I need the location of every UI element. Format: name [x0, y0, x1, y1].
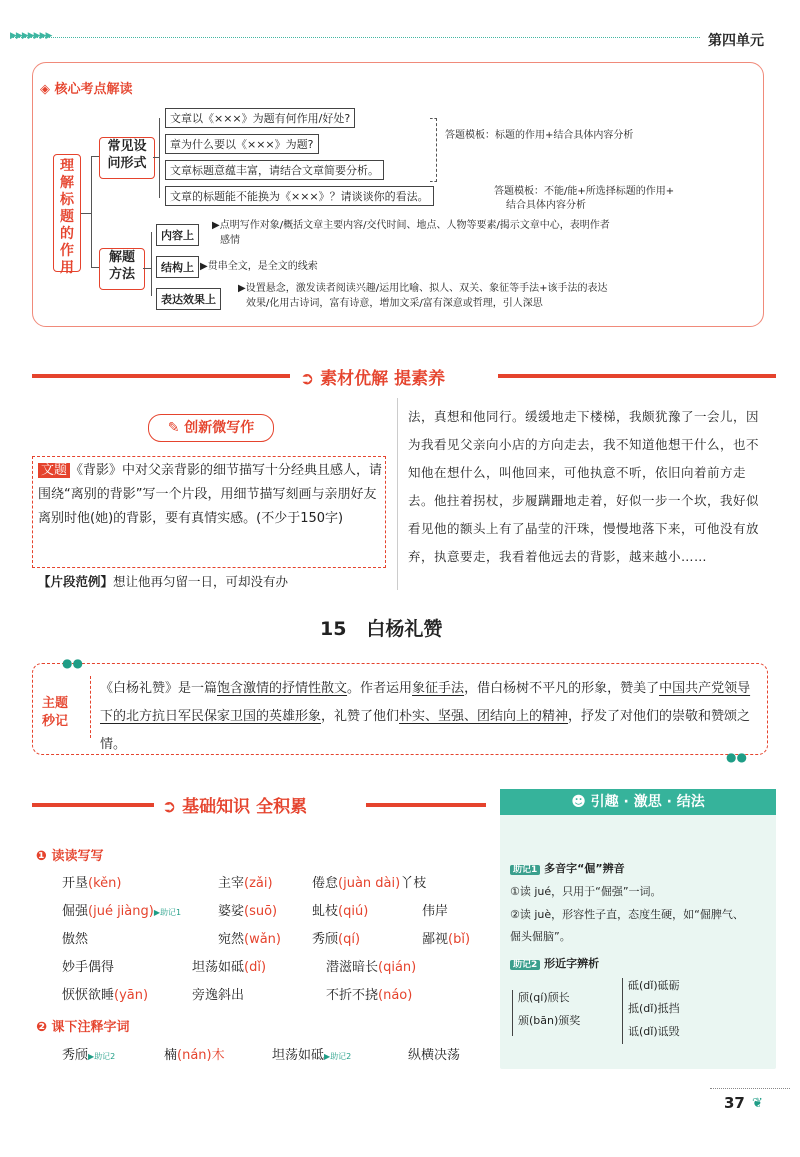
category-methods: 解题 方法	[99, 248, 145, 290]
connector	[91, 267, 99, 268]
swirl-icon: ➲	[162, 797, 183, 817]
connector	[151, 232, 152, 296]
connector	[91, 156, 92, 268]
memo1-line3: 倔头倔脑”。	[510, 930, 571, 943]
side-panel-header: ☻ 引趣 · 激思 · 结法	[500, 789, 776, 815]
core-title: ◈ 核心考点解读	[40, 82, 133, 97]
word: 秀颀(qí)	[312, 932, 361, 947]
memo2-right-3: 诋(dǐ)诋毁	[628, 1025, 680, 1038]
theme-text: 《白杨礼赞》是一篇饱含激情的抒情性散文。作者运用象征手法，借白杨树不平凡的形象，赞美了中国共产党领导下的北方抗日军民保家卫国的英雄形象，礼赞了他们朴实、坚强、团结向上的精神，抒发了对他们的崇敬和赞颂之情。	[100, 681, 751, 752]
memo2-title: 助记2 形近字辨析	[510, 953, 599, 976]
footer-rule	[710, 1088, 790, 1089]
category-questions: 常见设 问形式	[99, 137, 155, 179]
bracket	[430, 118, 437, 182]
word: 婆娑(suō)	[218, 904, 278, 919]
method-structure: 结构上	[156, 256, 199, 278]
theme-divider	[90, 676, 91, 738]
unit-title: 第四单元	[708, 33, 764, 49]
answer-template-2a: 答题模板：不能/能+所选择标题的作用+	[494, 186, 675, 197]
writing-example-rest: 法，真想和他同行。缓缓地走下楼梯，我颇犹豫了一会儿，因为我看见父亲向小店的方向走去，我不知道他想干什么，也不知他在想什么，叫他回来，可他执意不听，依旧向着前方走去。他拄着拐杖，步履蹒跚地走着，好似一步一个坎，我好似看见他的额头上有了晶莹的汗珠，慢慢地落下来，可他没有放弃，执意要走，我看着他远去的背影，越来越小……	[408, 409, 760, 564]
writing-example-start: 【片段范例】想让他再匀留一日，可却没有办	[38, 574, 289, 589]
memo2-right-1: 砥(dǐ)砥砺	[628, 979, 680, 992]
question-1: 文章以《×××》为题有何作用/好处?	[165, 108, 355, 128]
connector	[91, 156, 99, 157]
header-rule	[10, 37, 700, 38]
page-number: 37	[724, 1094, 745, 1112]
lesson-title: 15 白杨礼赞	[320, 618, 443, 640]
note-word: 楠(nán)木	[164, 1048, 225, 1063]
number-2-icon: ❷	[36, 1020, 52, 1035]
word: 不折不挠(náo)	[326, 988, 413, 1003]
question-4: 文章的标题能不能换为《×××》？请谈谈你的看法。	[165, 186, 434, 206]
writing-prompt: 文题 《背影》中对父亲背影的细节描写十分经典且感人，请围绕“离别的背影”写一个片段，用细节描写刻画与亲朋好友离别时他(她)的背影，要有真情实感。(不少于150字)	[38, 463, 383, 526]
method-content-text: ▶点明写作对象/概括文章主要内容/交代时间、地点、人物等要素/揭示文章中心，表明作者 感情	[212, 220, 610, 246]
brace-left	[512, 990, 513, 1036]
word: 宛然(wǎn)	[218, 932, 281, 947]
number-1-icon: ❶	[36, 849, 52, 864]
connector	[143, 268, 151, 269]
banner-line-right	[498, 374, 776, 378]
word: 倔强(jué jiàng)▶助记1	[62, 904, 182, 919]
connector	[81, 213, 91, 214]
word: 坦荡如砥(dǐ)	[192, 960, 267, 975]
word: 开垦(kěn)	[62, 876, 122, 891]
core-vertical-label: 理 解 标 题 的 作 用	[53, 154, 81, 272]
memo2-left-2: 颁(bān)颁奖	[518, 1014, 581, 1027]
method-effect-text: ▶设置悬念，激发读者阅读兴趣/运用比喻、拟人、双关、象征等手法+该手法的表达 效果/化用古诗词，富有诗意，增加文采/富有深意或哲理，引人深思	[238, 283, 608, 309]
note-word: 纵横决荡	[408, 1048, 461, 1063]
word: 妙手偶得	[62, 960, 115, 975]
word: 伟岸	[422, 904, 449, 919]
question-2: 章为什么要以《×××》为题?	[165, 134, 319, 154]
writing-label: ✎ 创新微写作	[148, 414, 274, 442]
word: 旁逸斜出	[192, 988, 245, 1003]
word: 潜滋暗长(qián)	[326, 960, 417, 975]
word: 主宰(zǎi)	[218, 876, 273, 891]
subheading-2: ❷ 课下注释字词	[36, 1020, 130, 1035]
banner-line-left	[32, 803, 154, 807]
note-word: 秀颀▶助记2	[62, 1048, 116, 1063]
answer-template-2b: 结合具体内容分析	[506, 200, 586, 211]
method-effect: 表达效果上	[156, 288, 221, 310]
memo1-line2: ②读 juè，形容性子直，态度生硬，如“倔脾气、	[510, 908, 744, 921]
header-arrows: ▶▶▶▶▶▶▶	[10, 31, 52, 41]
dots-icon: ●●	[62, 656, 83, 670]
answer-template-1: 答题模板：标题的作用+结合具体内容分析	[445, 130, 634, 141]
leaf-icon: ❦	[752, 1096, 763, 1111]
pencil-icon: ✎	[167, 420, 185, 436]
student-icon: ☻	[571, 794, 591, 810]
note-word: 坦荡如砥▶助记2	[272, 1048, 352, 1063]
word: 恹恹欲睡(yān)	[62, 988, 149, 1003]
brace-right	[622, 978, 623, 1044]
method-content: 内容上	[156, 224, 199, 246]
word: 傲然	[62, 932, 89, 947]
memo2-right-2: 抵(dǐ)抵挡	[628, 1002, 680, 1015]
word: 倦怠(juàn dài)丫枝	[312, 876, 427, 891]
column-divider	[397, 398, 398, 590]
banner-line-left	[32, 374, 290, 378]
swirl-icon: ➲	[300, 369, 321, 389]
memo1-title: 助记1 多音字“倔”辨音	[510, 858, 625, 881]
memo2-left-1: 颀(qí)颀长	[518, 991, 570, 1004]
question-3: 文章标题意蕴丰富，请结合文章简要分析。	[165, 160, 384, 180]
banner-line-right	[366, 803, 486, 807]
section1-title: ➲ 素材优解 提素养	[300, 369, 446, 389]
section2-title: ➲ 基础知识 全积累	[162, 797, 308, 817]
word: 虬枝(qiú)	[312, 904, 369, 919]
connector	[159, 118, 160, 198]
cube-icon: ◈	[40, 82, 55, 97]
method-structure-text: ▶贯串全文，是全文的线索	[200, 261, 318, 272]
subheading-1: ❶ 读读写写	[36, 849, 104, 864]
memo1-line1: ①读 jué，只用于“倔强”一词。	[510, 885, 662, 898]
word: 鄙视(bǐ)	[422, 932, 471, 947]
theme-label: 主题 秒记	[42, 696, 69, 729]
dots-icon: ●●	[726, 750, 747, 764]
